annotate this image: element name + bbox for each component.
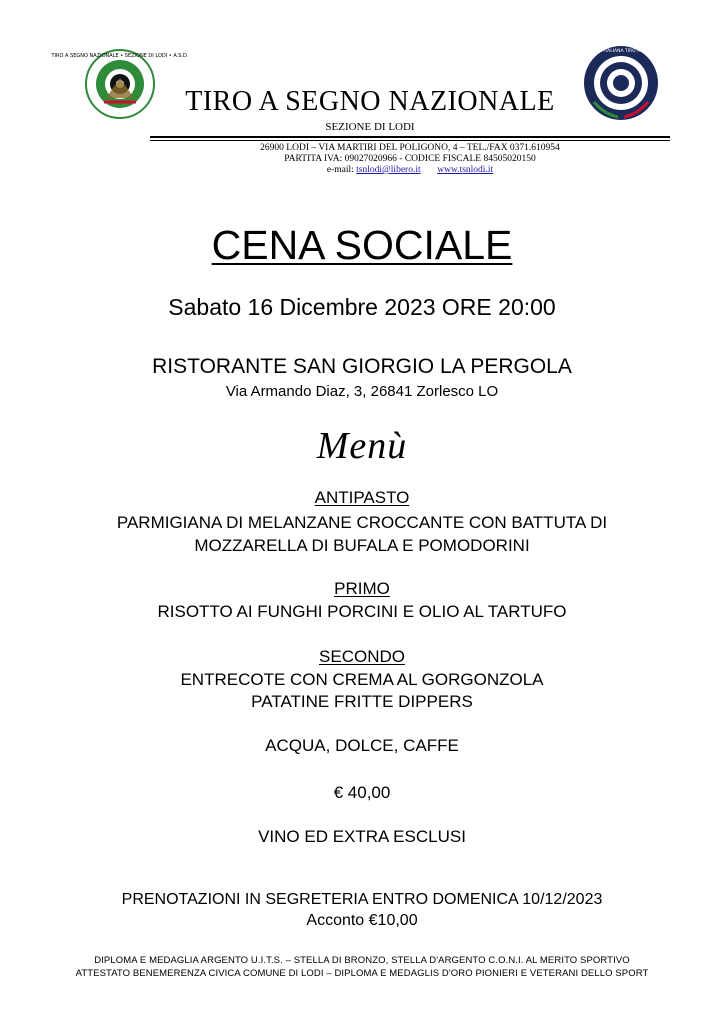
footer-line-2: ATTESTATO BENEMERENZA CIVICA COMUNE DI LODI – DIPLOMA E MEDAGLIS D'ORO PIONIERI E VETERANI DELLO SPORT [75, 968, 649, 979]
org-subtitle: SEZIONE DI LODI [325, 121, 415, 133]
menu-extras: ACQUA, DOLCE, CAFFE [265, 736, 459, 755]
email-link[interactable]: tsnlodi@libero.it [356, 165, 421, 175]
uits-logo [582, 44, 660, 122]
right-logo-text: UNIONE ITALIANA TIRO A SEGNO [584, 49, 658, 54]
booking-deposit: Acconto €10,00 [306, 912, 418, 929]
venue-address: Via Armando Diaz, 3, 26841 Zorlesco LO [225, 383, 499, 400]
menu-heading: Menù [316, 425, 408, 467]
venue-name: RISTORANTE SAN GIORGIO LA PERGOLA [152, 355, 572, 378]
website-link[interactable]: www.tsnlodi.it [437, 165, 494, 175]
org-title: TIRO A SEGNO NAZIONALE [185, 86, 555, 117]
secondo-dish-line-2: PATATINE FRITTE DIPPERS [251, 692, 473, 711]
event-date: Sabato 16 Dicembre 2023 ORE 20:00 [168, 294, 556, 320]
email-label: e-mail: [326, 165, 354, 175]
footer-line-1: DIPLOMA E MEDAGLIA ARGENTO U.I.T.S. – STELLA DI BRONZO, STELLA D'ARGENTO C.O.N.I. AL MERITO SPORTIVO [94, 955, 630, 966]
secondo-label: SECONDO [319, 647, 405, 666]
header-divider-thin [150, 140, 670, 141]
antipasto-dish-line-1: PARMIGIANA DI MELANZANE CROCCANTE CON BATTUTA DI [116, 513, 608, 532]
booking-deadline: PRENOTAZIONI IN SEGRETERIA ENTRO DOMENICA 10/12/2023 [121, 891, 603, 908]
primo-label: PRIMO [334, 579, 390, 598]
event-title: CENA SOCIALE [211, 222, 513, 268]
contact-links [150, 165, 670, 176]
contact-tax: PARTITA IVA: 09027020966 - CODICE FISCALE 84505020150 [284, 154, 536, 164]
menu-price: € 40,00 [333, 783, 391, 802]
left-logo-text: TIRO A SEGNO NAZIONALE • SEZIONE DI LODI • A.S.D. [51, 53, 189, 59]
contact-address: 26900 LODI – VIA MARTIRI DEL POLIGONO, 4 – TEL./FAX 0371.610954 [260, 143, 560, 153]
secondo-dish-line-1: ENTRECOTE CON CREMA AL GORGONZOLA [180, 670, 544, 689]
tsn-lodi-logo [51, 48, 189, 120]
primo-dish: RISOTTO AI FUNGHI PORCINI E OLIO AL TARTUFO [157, 602, 567, 621]
wine-note: VINO ED EXTRA ESCLUSI [258, 827, 466, 846]
antipasto-dish-line-2: MOZZARELLA DI BUFALA E POMODORINI [194, 536, 530, 555]
antipasto-label: ANTIPASTO [314, 488, 410, 507]
header-divider [150, 136, 670, 138]
